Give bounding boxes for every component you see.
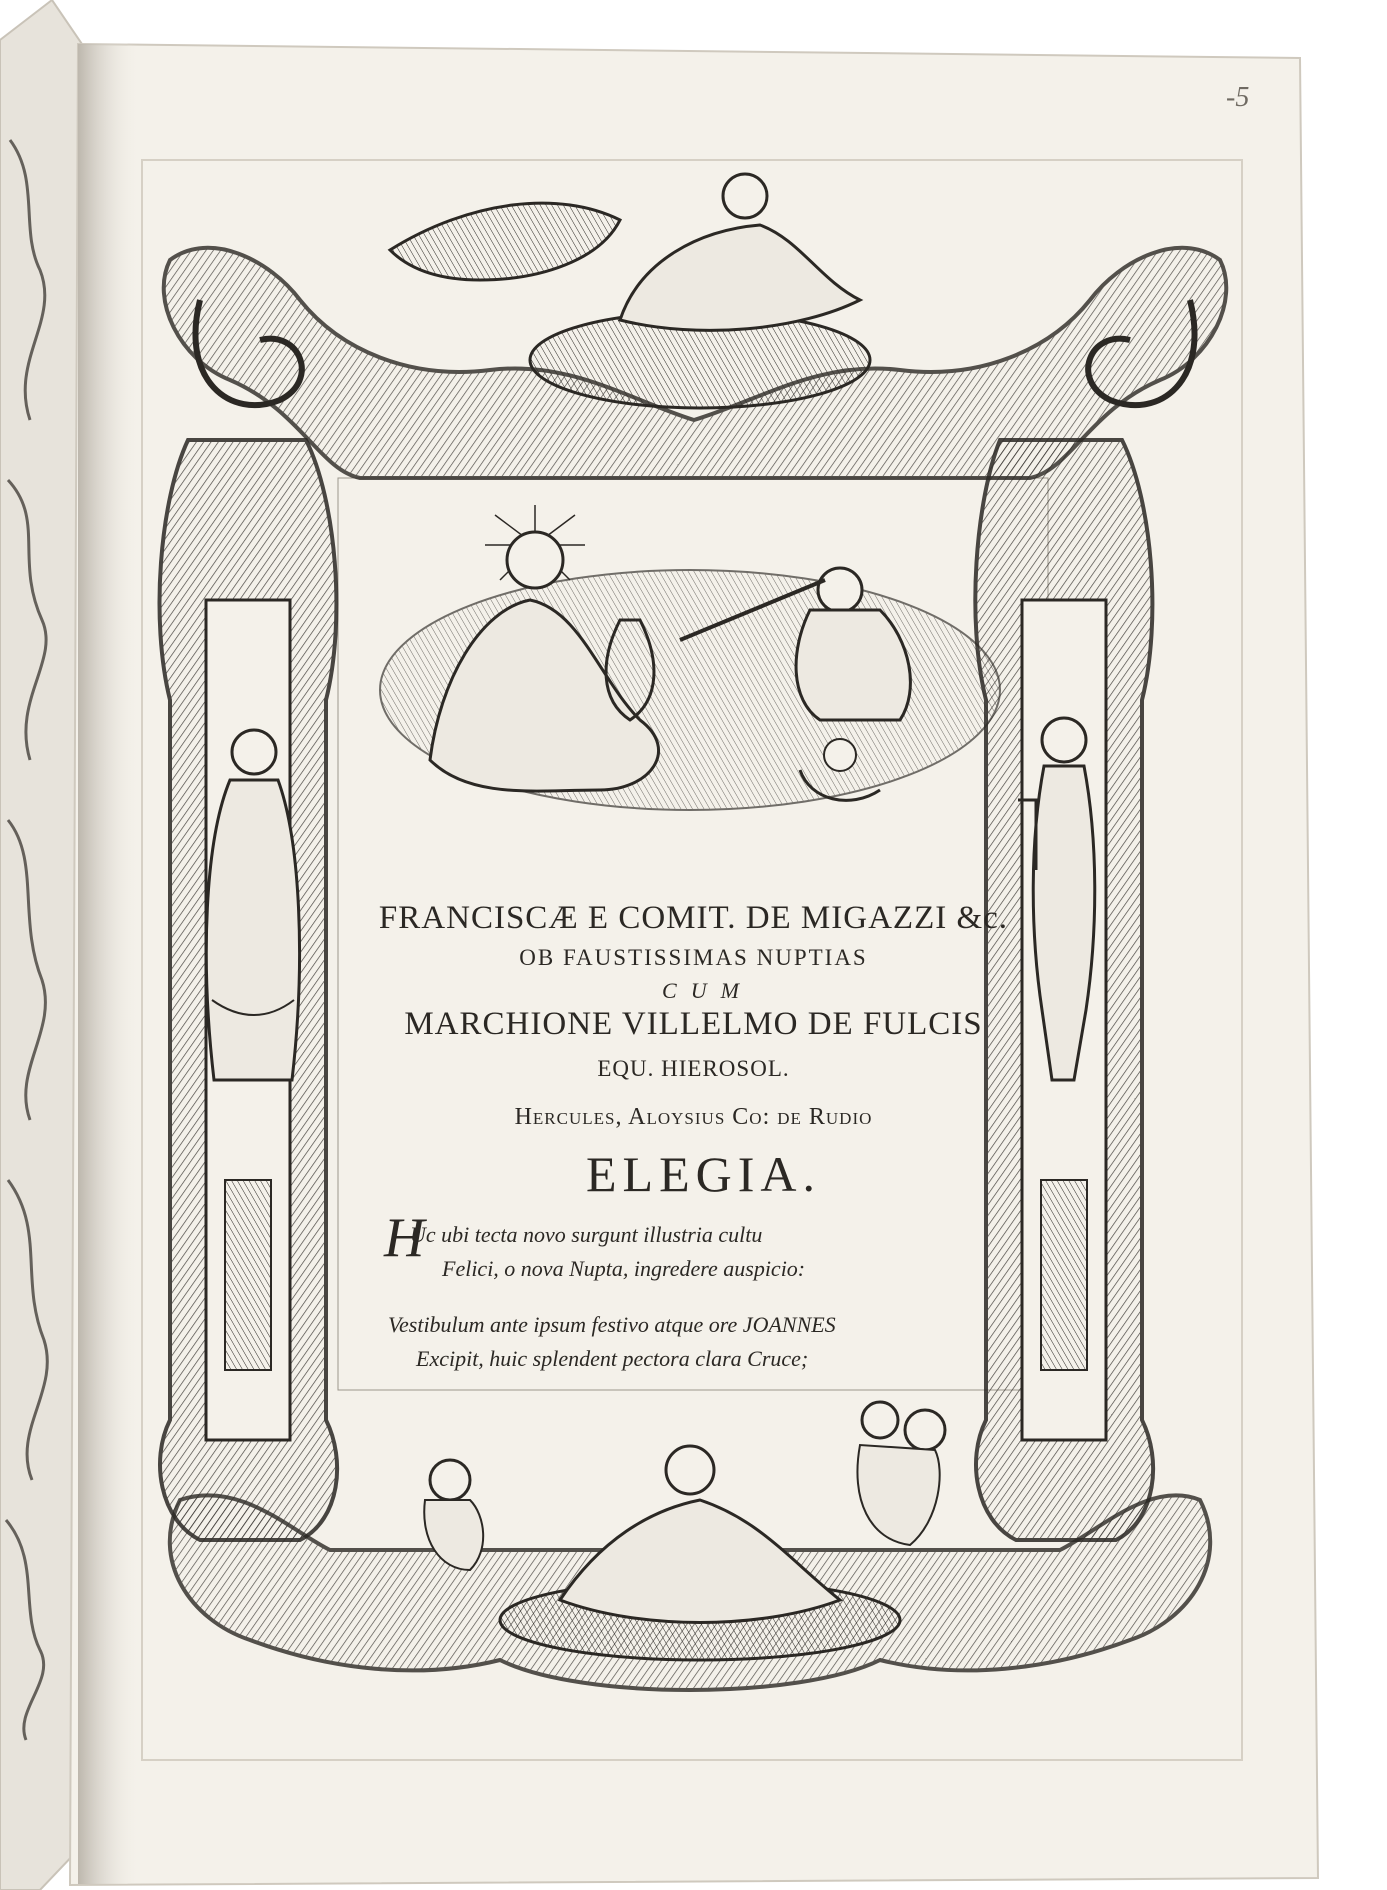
title-line-dedicatee: FRANCISCÆ E COMIT. DE MIGAZZI &c. [378,900,1009,936]
title-line-occasion: OB FAUSTISSIMAS NUPTIAS [519,945,868,970]
author-line: Hercules, Aloysius Co: de Rudio [514,1104,873,1130]
page-corner-mark: -5 [1226,82,1250,113]
verse-line: Felici, o nova Nupta, ingredere auspicio: [442,1256,806,1281]
verse-line: Uc ubi tecta novo surgunt illustria cultu [410,1222,763,1247]
title-line-cum: CUM [662,978,753,1003]
heading-elegia: ELEGIA. [586,1146,821,1202]
title-line-groom: MARCHIONE VILLELMO DE FULCIS [404,1006,983,1042]
verse-line: Excipit, huic splendent pectora clara Cruce; [416,1346,809,1371]
verse-dropcap: H [384,1207,425,1269]
verse-line: Vestibulum ante ipsum festivo atque ore JOANNES [388,1312,836,1337]
title-line-order: EQU. HIEROSOL. [597,1056,790,1081]
